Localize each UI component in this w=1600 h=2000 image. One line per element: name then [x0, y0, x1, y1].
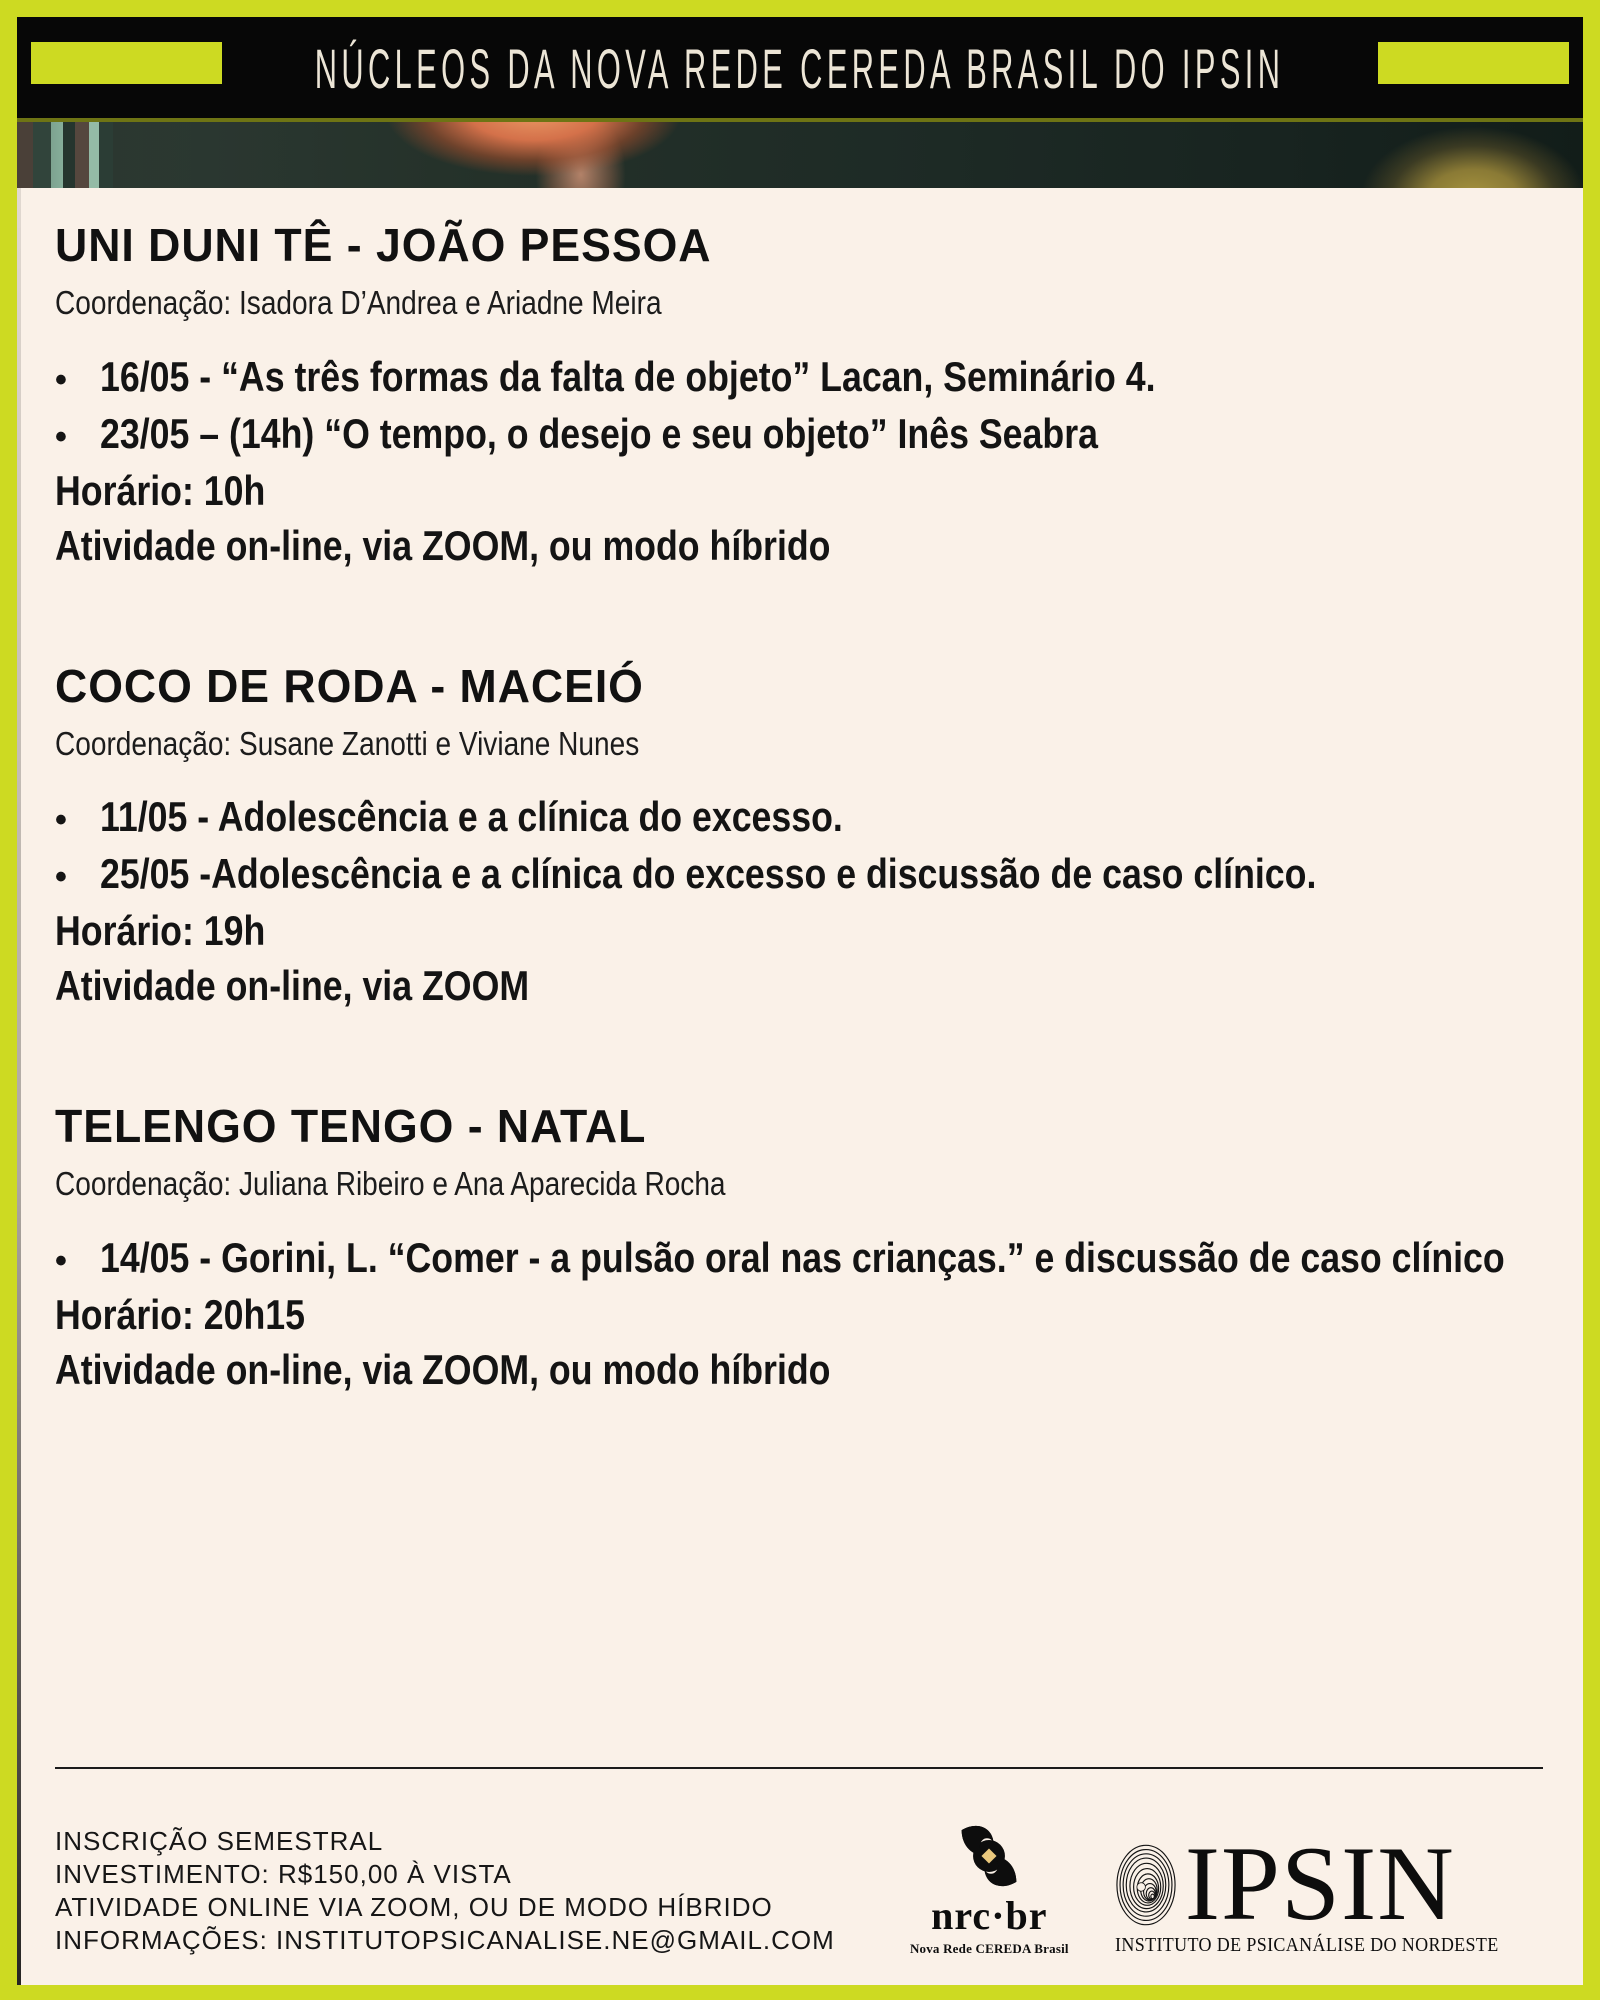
ipsin-logo-name: IPSIN — [1184, 1825, 1455, 1943]
event-item: • 23/05 – (14h) “O tempo, o desejo e seu objeto” Inês Seabra — [55, 413, 1545, 455]
mode-line: Atividade on-line, via ZOOM, ou modo híbrido — [55, 521, 831, 569]
section-telengo-tengo — [55, 1100, 1545, 1393]
section-coco-de-roda — [55, 659, 1545, 1010]
investment-line: INVESTIMENTO: R$150,00 À VISTA — [55, 1859, 512, 1889]
schedule-line: Horário: 20h15 — [55, 1290, 305, 1338]
nrc-pinwheel-icon — [951, 1818, 1027, 1894]
logos-block — [910, 1818, 1543, 1957]
ipsin-logo-subtitle: INSTITUTO DE PSICANÁLISE DO NORDESTE — [1114, 1934, 1499, 1956]
schedule-line: Horário: 19h — [55, 907, 266, 955]
hair-photo-strip — [17, 122, 1583, 188]
event-item: • 16/05 - “As três formas da falta de objeto” Lacan, Seminário 4. — [55, 356, 1545, 398]
section-title: COCO DE RODA - MACEIÓ — [55, 659, 644, 712]
coordination-line: Coordenação: Juliana Ribeiro e Ana Aparecida Rocha — [55, 1165, 726, 1203]
activity-mode-line: ATIVIDADE ONLINE VIA ZOOM, OU DE MODO HÍBRIDO — [55, 1892, 773, 1922]
banner-accent-bar-left — [31, 42, 222, 84]
section-title: TELENGO TENGO - NATAL — [55, 1100, 647, 1153]
footer-info-block — [55, 1825, 835, 1957]
ipsin-logo-top — [1115, 1825, 1455, 1943]
contact-email-line: INFORMAÇÕES: INSTITUTOPSICANALISE.NE@GMAIL.COM — [55, 1925, 835, 1955]
event-item: • 25/05 -Adolescência e a clínica do excesso e discussão de caso clínico. — [55, 853, 1545, 895]
event-list — [55, 1233, 1545, 1281]
ipsin-logo — [1114, 1825, 1541, 1957]
title-banner — [17, 17, 1583, 118]
footer-divider-rule — [55, 1767, 1543, 1769]
section-uni-duni-te — [55, 219, 1545, 569]
event-item: • 11/05 - Adolescência e a clínica do excesso. — [55, 796, 1545, 838]
nrc-br-logo — [910, 1818, 1069, 1957]
coordination-line: Coordenação: Isadora D’Andrea e Ariadne Meira — [55, 284, 662, 321]
ipsin-spiral-icon — [1115, 1844, 1177, 1926]
banner-accent-bar-right — [1378, 42, 1569, 84]
coordination-line: Coordenação: Susane Zanotti e Viviane Nunes — [55, 724, 640, 762]
section-title: UNI DUNI TÊ - JOÃO PESSOA — [55, 219, 712, 271]
footer-row — [55, 1818, 1543, 1957]
mode-line: Atividade on-line, via ZOOM — [55, 962, 530, 1010]
mode-line: Atividade on-line, via ZOOM, ou modo híbrido — [55, 1345, 831, 1393]
page-title: NÚCLEOS DA NOVA REDE CEREDA BRASIL DO IPSIN — [315, 37, 1285, 100]
content-area — [17, 188, 1583, 1985]
event-list — [55, 793, 1545, 898]
inscription-line: INSCRIÇÃO SEMESTRAL — [55, 1826, 384, 1856]
footer — [55, 1767, 1543, 1957]
nrc-logo-name: nrc·br — [931, 1893, 1048, 1938]
event-item: • 14/05 - Gorini, L. “Comer - a pulsão oral nas crianças.” e discussão de caso clínico — [55, 1237, 1545, 1279]
nrc-logo-subtitle: Nova Rede CEREDA Brasil — [909, 1941, 1069, 1956]
event-list — [55, 352, 1545, 457]
schedule-line: Horário: 10h — [55, 466, 266, 514]
